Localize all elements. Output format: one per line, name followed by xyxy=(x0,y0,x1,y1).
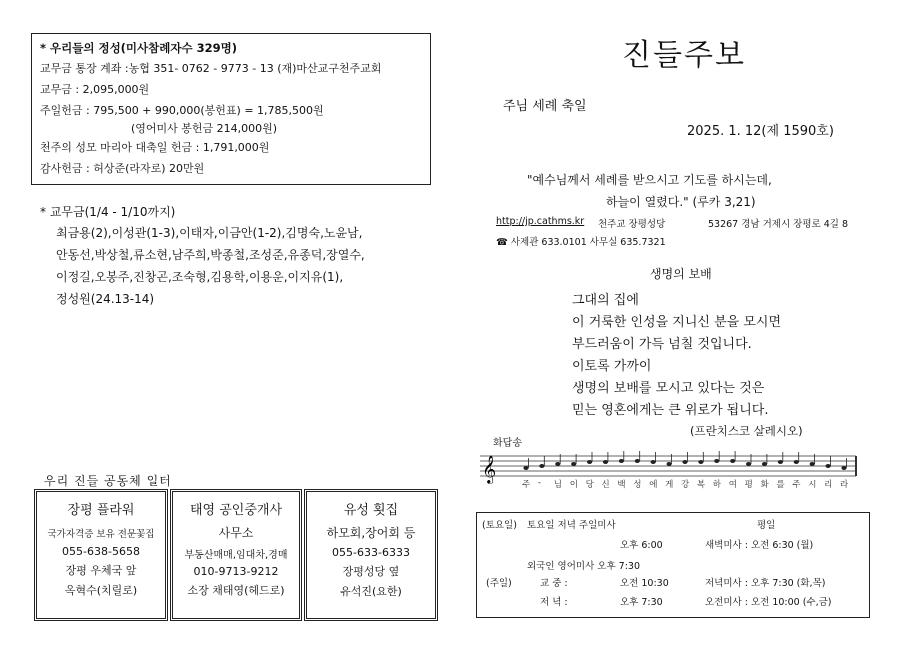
offering-thanks: 감사헌금 : 허상준(라자로) 20만원 xyxy=(40,162,205,175)
shop-card-sashimi xyxy=(304,489,438,621)
offering-english-mass: (영어미사 봉헌금 214,000원) xyxy=(131,122,278,135)
psalm-note xyxy=(762,462,767,466)
sunday-evening-name: 저 녁 : xyxy=(540,597,568,608)
offering-account: 교무금 통장 계좌 :농협 351- 0762 - 9773 - 13 (재)마산교구천주교회 xyxy=(40,62,382,75)
shop-owner: 소장 채태영(헤드로) xyxy=(187,584,285,597)
offering-dues-total: 교무금 : 2,095,000원 xyxy=(40,83,150,96)
psalm-syllable: 시 xyxy=(808,480,817,490)
dues-line-4: 정성원(24.13-14) xyxy=(56,292,155,306)
psalm-note xyxy=(603,460,608,464)
sunday-evening-time: 오후 7:30 xyxy=(620,597,663,608)
gospel-quote-2: 하늘이 열렸다." (루카 3,21) xyxy=(606,195,756,209)
psalm-note xyxy=(523,466,528,470)
psalm-syllable: 주 xyxy=(792,480,801,490)
saturday-time: 오후 6:00 xyxy=(620,540,663,551)
psalm-syllable: 여 xyxy=(728,480,737,490)
shop-card-flower xyxy=(34,489,168,621)
psalm-syllable: 백 xyxy=(617,480,626,490)
psalm-syllable: 신 xyxy=(601,480,610,490)
psalm-syllable: 라 xyxy=(840,480,849,490)
psalm-note xyxy=(571,462,576,466)
saturday-label: (토요일) xyxy=(482,520,517,531)
psalm-syllable: 강 xyxy=(681,480,690,490)
morning-weekday-mass: 오전미사 : 오전 10:00 (수,금) xyxy=(705,597,832,608)
dawn-mass: 새벽미사 : 오전 6:30 (월) xyxy=(705,540,814,551)
dues-line-2: 안동선,박상철,류소현,남주희,박종철,조성준,유종덕,장열수, xyxy=(56,248,365,262)
psalm-notes xyxy=(523,451,846,470)
shop-owner: 옥혁수(치릴로) xyxy=(64,584,138,597)
psalm-note xyxy=(778,460,783,464)
parish-url[interactable]: http://jp.cathms.kr xyxy=(496,216,585,227)
feast-name: 주님 세례 축일 xyxy=(503,99,587,114)
psalm-note xyxy=(794,460,799,464)
psalm-syllable: 화 xyxy=(760,480,769,490)
shop-owner: 유석진(요한) xyxy=(340,585,402,598)
evening-weekday-mass: 저녁미사 : 오후 7:30 (화,목) xyxy=(705,578,826,589)
weekday-title: 평일 xyxy=(757,520,776,531)
shop-desc: 사무소 xyxy=(218,526,254,540)
shop-name: 유성 횟집 xyxy=(343,503,399,518)
psalm-note xyxy=(810,462,815,466)
poem-line-6: 믿는 영혼에게는 큰 위로가 됩니다. xyxy=(572,403,769,418)
shop-phone: 055-633-6333 xyxy=(332,546,410,559)
psalm-syllable: 성 xyxy=(633,480,642,490)
psalm-note xyxy=(746,462,751,466)
shop-card-realty xyxy=(170,489,302,621)
psalm-note xyxy=(619,459,624,463)
shop-name: 장평 플라워 xyxy=(67,503,135,518)
psalm-note xyxy=(587,460,592,464)
psalm-syllable: - xyxy=(537,478,541,488)
psalm-note xyxy=(714,459,719,463)
psalm-note xyxy=(826,464,831,468)
staff-lines xyxy=(480,456,856,476)
psalm-note xyxy=(635,459,640,463)
dues-line-1: 최금용(2),이성관(1-3),이태자,이금안(1-2),김명숙,노윤남, xyxy=(56,226,363,240)
shop-name: 태영 공인중개사 xyxy=(189,503,283,518)
sunday-main-time: 오전 10:30 xyxy=(620,578,669,589)
sunday-main-name: 교 중 : xyxy=(540,578,568,589)
psalm-lyrics xyxy=(478,478,858,492)
poem-line-5: 생명의 보배를 모시고 있다는 것은 xyxy=(572,381,765,396)
shop-phone: 055-638-5658 xyxy=(62,545,140,558)
psalm-syllable: 에 xyxy=(649,480,658,490)
psalm-note xyxy=(555,462,560,466)
psalm-syllable: 이 xyxy=(569,480,578,490)
poem-line-3: 부드러움이 가득 넘칠 것입니다. xyxy=(572,337,752,352)
psalm-note xyxy=(539,464,544,468)
psalm-note xyxy=(730,459,735,463)
psalm-note xyxy=(667,462,672,466)
sunday-label: (주일) xyxy=(486,578,512,589)
shop-desc: 국가자격증 보유 전문꽃집 xyxy=(47,529,155,540)
bulletin-title: 진들주보 xyxy=(622,38,746,73)
psalm-syllable: 평 xyxy=(744,480,753,490)
offering-sunday: 주일헌금 : 795,500 + 990,000(봉헌표) = 1,785,500원 xyxy=(40,104,324,117)
community-title: 우리 진들 공동체 일터 xyxy=(44,474,172,488)
parish-address: 53267 경남 거제시 장평로 4길 8 xyxy=(708,219,849,230)
dues-title: * 교무금(1/4 - 1/10까지) xyxy=(40,205,176,219)
offering-title: * 우리들의 정성(미사참례자수 329명) xyxy=(40,41,237,55)
issue-date: 2025. 1. 12(제 1590호) xyxy=(687,124,834,139)
shop-phone: 010-9713-9212 xyxy=(193,565,279,578)
parish-name: 천주교 장평성당 xyxy=(598,219,666,230)
shop-desc: 하모회,장어회 등 xyxy=(326,526,416,540)
psalm-syllable: 리 xyxy=(824,480,833,490)
psalm-note xyxy=(698,460,703,464)
psalm-note xyxy=(651,460,656,464)
psalm-syllable: 하 xyxy=(712,480,722,490)
psalm-note xyxy=(682,460,687,464)
psalm-label: 화답송 xyxy=(493,438,522,449)
gospel-quote-1: "예수님께서 세례를 받으시고 기도를 하시는데, xyxy=(527,173,772,187)
psalm-syllable: 당 xyxy=(585,480,594,490)
shop-location: 장평성당 옆 xyxy=(342,565,400,578)
parish-phone: ☎ 사제관 633.0101 사무실 635.7321 xyxy=(496,237,666,248)
offering-feast: 천주의 성모 마리아 대축일 헌금 : 1,791,000원 xyxy=(40,141,270,154)
shop-location: 장평 우체국 앞 xyxy=(65,564,137,577)
poem-line-4: 이토록 가까이 xyxy=(572,359,652,374)
shop-services: 부동산매매,임대차,경매 xyxy=(184,550,288,561)
psalm-note xyxy=(841,466,846,470)
poem-title: 생명의 보배 xyxy=(650,267,712,281)
psalm-syllable: 주 xyxy=(522,480,531,490)
saturday-mass: 토요일 저녁 주일미사 xyxy=(527,520,616,531)
psalm-syllable: 를 xyxy=(776,480,785,490)
poem-line-2: 이 거룩한 인성을 지니신 분을 모시면 xyxy=(572,315,782,330)
psalm-syllable: 복 xyxy=(696,480,706,490)
dues-line-3: 이정길,오봉주,진창곤,조숙형,김용학,이용운,이지유(1), xyxy=(56,270,344,284)
psalm-syllable: 게 xyxy=(665,480,674,490)
psalm-syllable: 님 xyxy=(553,480,563,490)
poem-author: (프란치스코 살레시오) xyxy=(690,424,803,438)
poem-line-1: 그대의 집에 xyxy=(572,293,639,308)
treble-clef-icon: 𝄞 xyxy=(482,455,497,483)
english-mass: 외국인 영어미사 오후 7:30 xyxy=(527,561,640,572)
